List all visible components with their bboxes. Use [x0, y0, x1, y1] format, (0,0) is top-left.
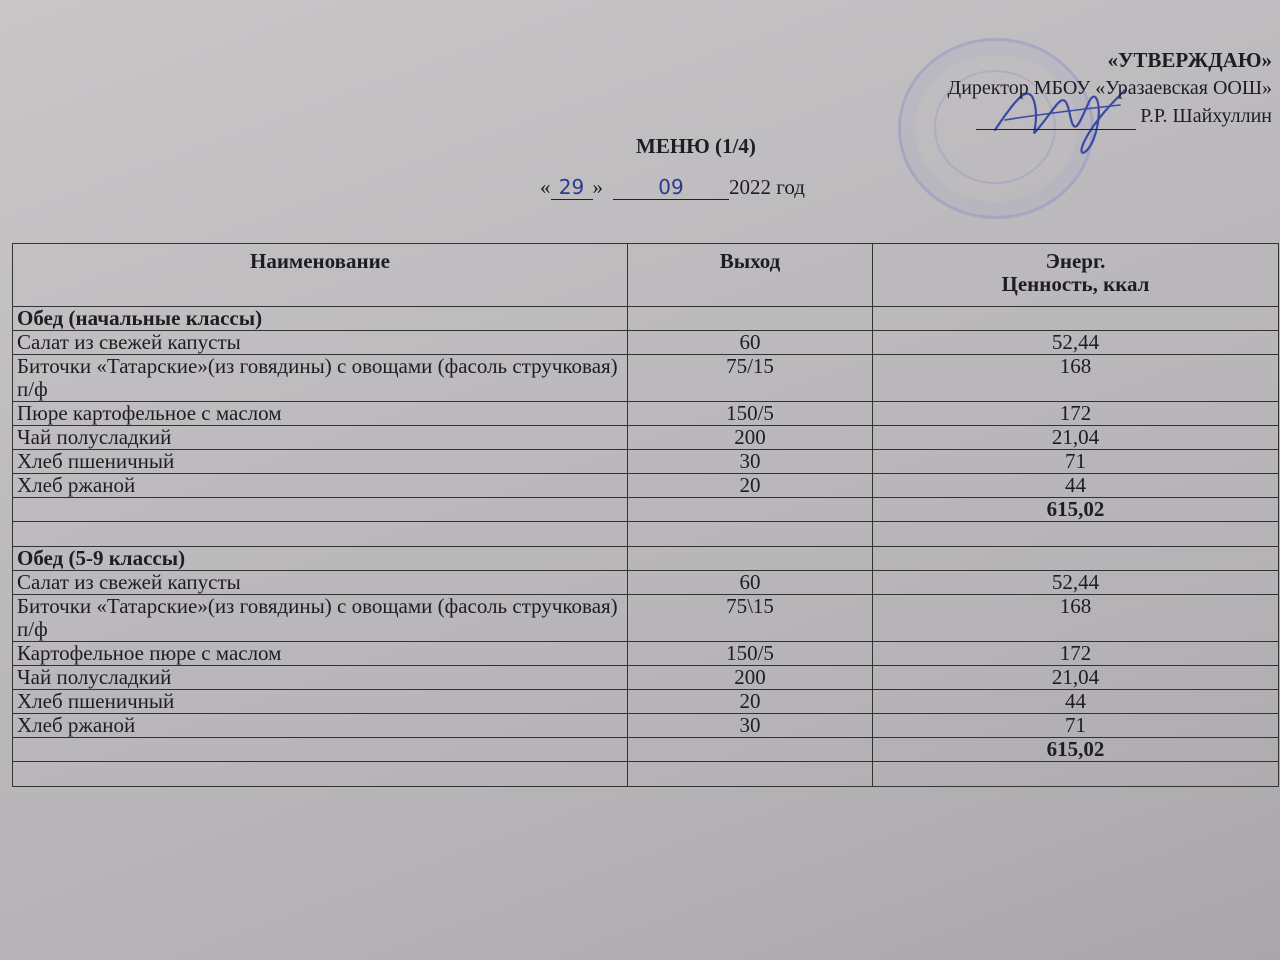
dish-name: Салат из свежей капусты	[13, 571, 628, 595]
dish-energy: 172	[873, 402, 1279, 426]
section-row	[13, 547, 1279, 571]
table-row	[13, 355, 1279, 402]
table-row	[13, 714, 1279, 738]
table-header-row	[13, 244, 1279, 307]
dish-output: 60	[628, 331, 873, 355]
table-row	[13, 642, 1279, 666]
approval-signature-line	[948, 102, 1272, 130]
dish-output: 75\15	[628, 595, 873, 642]
spacer-row	[13, 762, 1279, 787]
dish-energy: 44	[873, 474, 1279, 498]
dish-output: 200	[628, 426, 873, 450]
section-title: Обед (5-9 классы)	[13, 547, 628, 571]
table-row	[13, 595, 1279, 642]
dish-energy: 172	[873, 642, 1279, 666]
header-output: Выход	[628, 244, 873, 307]
approval-position: Директор МБОУ «Уразаевская ООШ»	[947, 77, 1272, 99]
dish-name: Салат из свежей капусты	[13, 331, 628, 355]
section-total: 615,02	[873, 498, 1279, 522]
menu-date	[540, 175, 805, 200]
date-year: 2022 год	[729, 175, 805, 199]
dish-output: 75/15	[628, 355, 873, 402]
dish-name: Картофельное пюре с маслом	[13, 642, 628, 666]
dish-name: Биточки «Татарские»(из говядины) с овощами (фасоль стручковая) п/ф	[13, 355, 628, 402]
dish-name: Хлеб пшеничный	[13, 690, 628, 714]
dish-name: Хлеб ржаной	[13, 714, 628, 738]
header-energy	[873, 244, 1279, 307]
dish-output: 30	[628, 450, 873, 474]
menu-title: МЕНЮ (1/4)	[636, 134, 756, 158]
dish-output: 150/5	[628, 642, 873, 666]
dish-energy: 71	[873, 450, 1279, 474]
date-month: 09	[613, 175, 729, 200]
date-open-quote: «	[540, 175, 551, 199]
header-energy-line1: Энерг.	[1045, 249, 1106, 273]
date-close-quote: »	[592, 175, 603, 199]
dish-name: Чай полусладкий	[13, 426, 628, 450]
table-row	[13, 426, 1279, 450]
table-row	[13, 666, 1279, 690]
total-row	[13, 738, 1279, 762]
table-row	[13, 402, 1279, 426]
dish-energy: 168	[873, 595, 1279, 642]
dish-name: Пюре картофельное с маслом	[13, 402, 628, 426]
dish-name: Хлеб ржаной	[13, 474, 628, 498]
dish-energy: 168	[873, 355, 1279, 402]
dish-output: 30	[628, 714, 873, 738]
section-total: 615,02	[873, 738, 1279, 762]
total-row	[13, 498, 1279, 522]
table-row	[13, 450, 1279, 474]
dish-output: 200	[628, 666, 873, 690]
dish-output: 150/5	[628, 402, 873, 426]
dish-energy: 52,44	[873, 571, 1279, 595]
menu-table	[12, 243, 1279, 787]
section-title: Обед (начальные классы)	[13, 307, 628, 331]
dish-name: Хлеб пшеничный	[13, 450, 628, 474]
approval-title: «УТВЕРЖДАЮ»	[1107, 48, 1272, 72]
dish-output: 60	[628, 571, 873, 595]
dish-output: 20	[628, 474, 873, 498]
dish-energy: 44	[873, 690, 1279, 714]
date-day: 29	[551, 175, 593, 200]
dish-output: 20	[628, 690, 873, 714]
header-name: Наименование	[13, 244, 628, 307]
dish-energy: 21,04	[873, 426, 1279, 450]
dish-energy: 52,44	[873, 331, 1279, 355]
section-row	[13, 307, 1279, 331]
table-row	[13, 474, 1279, 498]
dish-energy: 71	[873, 714, 1279, 738]
dish-energy: 21,04	[873, 666, 1279, 690]
approval-block	[948, 46, 1272, 130]
table-row	[13, 690, 1279, 714]
dish-name: Биточки «Татарские»(из говядины) с овощами (фасоль стручковая) п/ф	[13, 595, 628, 642]
approval-name: Р.Р. Шайхуллин	[1140, 105, 1272, 127]
signature-line	[976, 109, 1136, 130]
dish-name: Чай полусладкий	[13, 666, 628, 690]
spacer-row	[13, 522, 1279, 547]
table-row	[13, 571, 1279, 595]
header-energy-line2: Ценность, ккал	[1001, 272, 1150, 296]
table-row	[13, 331, 1279, 355]
